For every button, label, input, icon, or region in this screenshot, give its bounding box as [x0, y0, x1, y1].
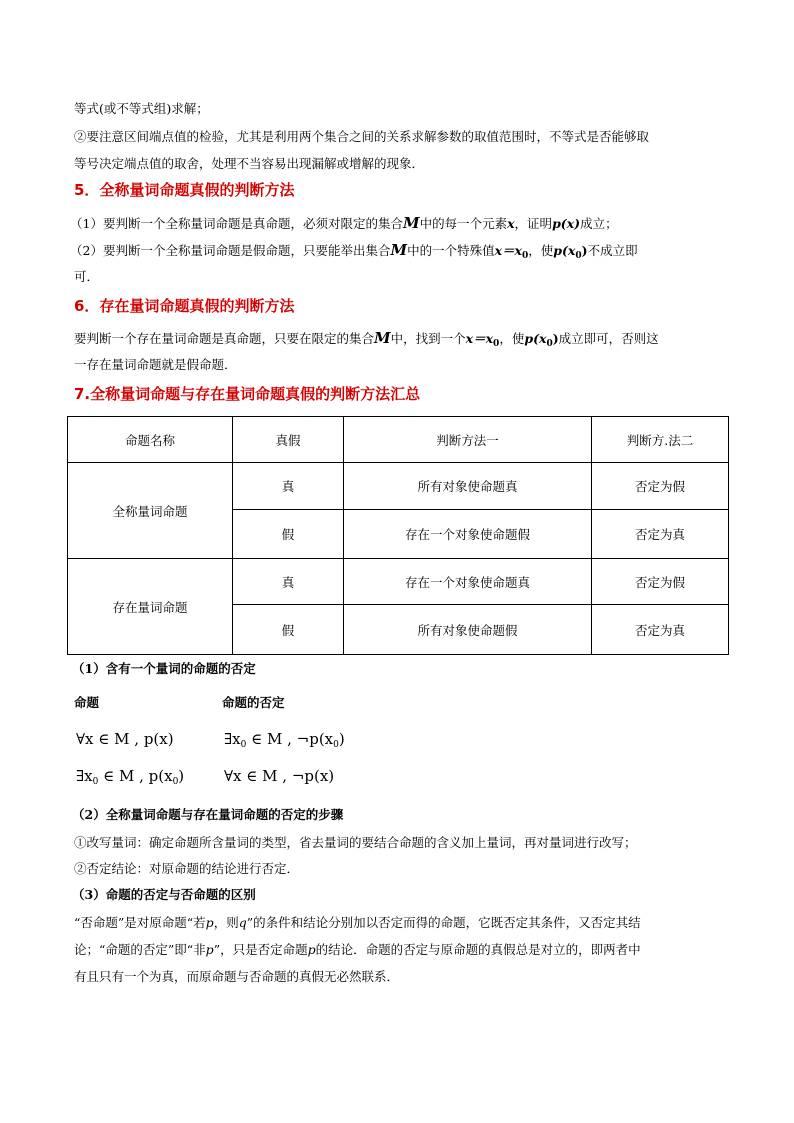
var-p: p — [307, 942, 316, 957]
var-q: q — [238, 915, 247, 930]
set-m: M — [402, 214, 420, 232]
text: ”的条件和结论分别加以否定而得的命题，它既否定其条件，又否定其结 — [246, 915, 641, 930]
group-name-cell: 存在量词命题 — [68, 559, 233, 655]
distinction-line-1 — [74, 914, 641, 932]
table-cell: 真 — [233, 463, 344, 510]
var-x: x — [507, 216, 515, 231]
text: ，使 — [499, 331, 525, 346]
formula-forall-neg: ∀x ∈ M , ¬p(x) — [224, 767, 335, 785]
table-row — [68, 463, 729, 510]
p-of-x: p(x) — [552, 216, 581, 231]
math: ∈ M , ¬p(x — [246, 730, 334, 748]
text-line-3: 等号决定端点值的取舍，处理不当容易出现漏解或增解的现象． — [74, 156, 425, 171]
set-m: M — [374, 329, 391, 347]
para-5-line-2 — [70, 241, 638, 265]
heading-7: 7.全称量词命题与存在量词命题真假的判断方法汇总 — [74, 385, 421, 403]
text: ，使 — [528, 243, 554, 258]
subscript: 0 — [240, 740, 247, 750]
subheading-3: （3）命题的否定与否命题的区别 — [72, 887, 256, 902]
group-name-cell: 全称量词命题 — [68, 463, 233, 559]
eq-x0: x＝x — [465, 331, 494, 346]
heading-5: 5．全称量词命题真假的判断方法 — [74, 181, 295, 199]
text: 论；“命题的否定”即“非 — [74, 942, 206, 957]
para-6-line-2: 一存在量词命题就是假命题． — [74, 357, 237, 372]
subscript: 0 — [333, 740, 339, 750]
header-cell: 判断方法一 — [344, 417, 592, 463]
var-p: p — [205, 915, 214, 930]
table-cell: 真 — [233, 559, 344, 605]
text: 不成立即 — [587, 243, 638, 258]
subscript: 0 — [172, 777, 179, 787]
table-cell: 存在一个对象使命题假 — [344, 510, 592, 559]
text: 成立即可，否则这 — [558, 331, 659, 346]
paren: ) — [552, 331, 559, 346]
text: ”，只是否定命题 — [213, 942, 308, 957]
p-of-x0: p(x — [553, 243, 576, 258]
math: ∈ M , p(x — [98, 767, 173, 785]
text: （1）要判断一个全称量词命题是真命题，必须对限定的集合 — [70, 216, 403, 231]
subscript: 0 — [493, 339, 500, 349]
distinction-line-3: 有且只有一个为真，而原命题与否命题的真假无必然联系． — [74, 969, 400, 984]
col-label-proposition: 命题 — [74, 695, 100, 710]
table-cell: 假 — [233, 510, 344, 559]
text-line-1: 等式(或不等式组)求解； — [74, 101, 209, 116]
text: 成立； — [580, 216, 618, 231]
subscript: 0 — [546, 339, 553, 349]
subheading-2: （2）全称量词命题与存在量词命题的否定的步骤 — [72, 807, 344, 822]
eq-x0: x＝x — [494, 243, 522, 258]
set-m: M — [390, 241, 408, 259]
para-5-line-1 — [70, 214, 618, 233]
step-1: ①改写量词：确定命题所含量词的类型，省去量词的要结合命题的含义加上量词，再对量词进行改写； — [74, 835, 637, 850]
table-cell: 否定为真 — [592, 510, 729, 559]
subheading-1: （1）含有一个量词的命题的否定 — [72, 661, 256, 676]
heading-6: 6．存在量词命题真假的判断方法 — [74, 297, 295, 315]
math: ∃x — [76, 767, 93, 785]
text: “否命题”是对原命题“若 — [74, 915, 206, 930]
header-cell: 判断方.法二 — [592, 417, 729, 463]
math: ∃x — [224, 730, 241, 748]
text: （2）要判断一个全称量词命题是假命题，只要能举出集合 — [70, 243, 391, 258]
formula-exists-neg — [224, 730, 345, 754]
text: 要判断一个存在量词命题是真命题，只要在限定的集合 — [74, 331, 375, 346]
step-2: ②否定结论：对原命题的结论进行否定． — [74, 861, 300, 876]
text: 中的每一个元素 — [419, 216, 508, 231]
text: 中的一个特殊值 — [407, 243, 495, 258]
header-cell: 真假 — [233, 417, 344, 463]
col-label-negation: 命题的否定 — [222, 695, 285, 710]
table-cell: 所有对象使命题假 — [344, 605, 592, 655]
table-cell: 所有对象使命题真 — [344, 463, 592, 510]
p-of-x0: p(x — [524, 331, 547, 346]
table-cell: 否定为假 — [592, 463, 729, 510]
math: ) — [178, 767, 185, 785]
table-cell: 存在一个对象使命题真 — [344, 559, 592, 605]
subscript: 0 — [92, 777, 99, 787]
para-5-line-3: 可． — [74, 269, 100, 284]
text: ，则 — [213, 915, 239, 930]
para-6-line-1 — [74, 329, 659, 353]
var-p: p — [205, 942, 214, 957]
formula-exists — [76, 767, 184, 791]
text: 中，找到一个 — [390, 331, 466, 346]
distinction-line-2 — [74, 941, 641, 959]
table-cell: 否定为假 — [592, 559, 729, 605]
text-line-2: ②要注意区间端点值的检验，尤其是利用两个集合之间的关系求解参数的取值范围时，不等式是否能够取 — [74, 129, 650, 144]
subscript: 0 — [575, 251, 582, 261]
text: 的结论．命题的否定与原命题的真假总是对立的，即两者中 — [315, 942, 641, 957]
text: ，证明 — [514, 216, 553, 231]
table-cell: 假 — [233, 605, 344, 655]
table-cell: 否定为真 — [592, 605, 729, 655]
math: ) — [338, 730, 345, 748]
header-cell: 命题名称 — [68, 417, 233, 463]
paren: ) — [581, 243, 588, 258]
table-row — [68, 559, 729, 605]
subscript: 0 — [522, 251, 529, 261]
summary-table — [67, 416, 729, 655]
formula-forall: ∀x ∈ M , p(x) — [76, 730, 174, 748]
table-header-row — [68, 417, 729, 463]
